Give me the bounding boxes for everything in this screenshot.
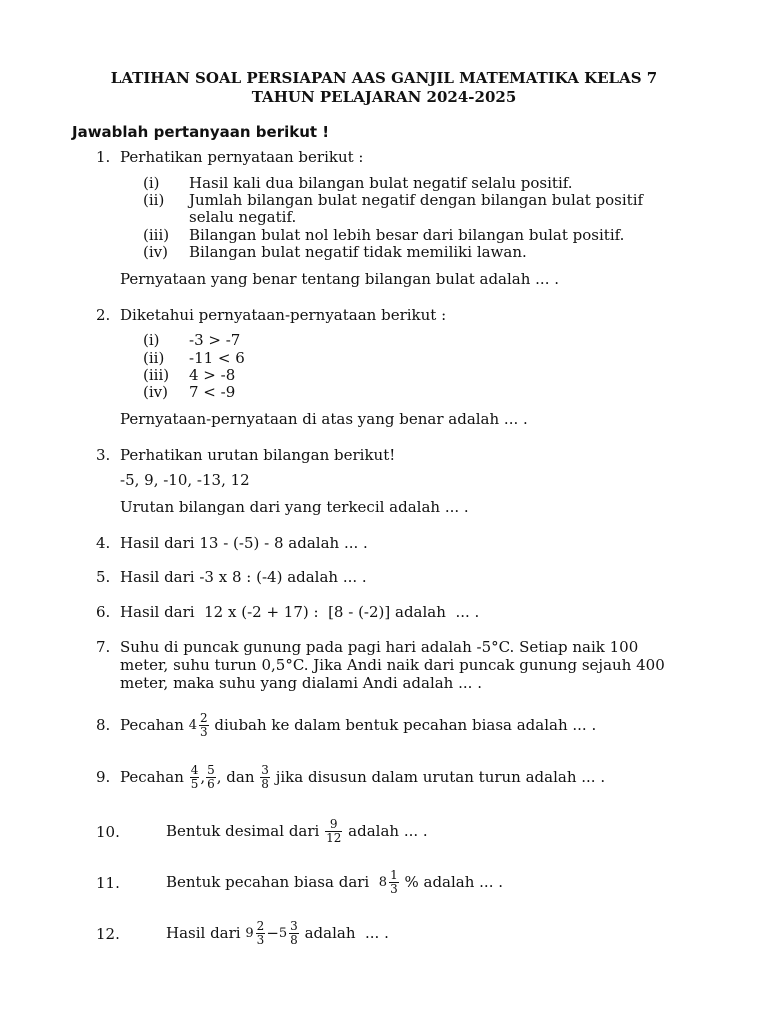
q1-number: 1.	[96, 148, 111, 166]
fraction	[325, 818, 342, 845]
fraction-denominator: 6	[207, 776, 215, 791]
q11-number: 11.	[96, 874, 120, 892]
mixed-fraction	[189, 712, 210, 739]
q10-post: adalah ... .	[348, 822, 428, 840]
q4-number: 4.	[96, 534, 111, 552]
fraction-whole: 4	[188, 717, 197, 733]
fraction-numerator: 2	[199, 710, 208, 725]
fraction	[256, 920, 266, 947]
fraction	[389, 869, 399, 896]
q10-pre: Bentuk desimal dari	[166, 822, 320, 840]
fraction-numerator: 3	[261, 762, 269, 777]
q2-stem: Diketahui pernyataan-pernyataan berikut :	[120, 306, 447, 324]
fraction-denominator: 3	[199, 724, 208, 739]
q2-item-label: (i)	[143, 331, 160, 349]
q1-question: Pernyataan yang benar tentang bilangan bulat adalah ... .	[120, 270, 559, 288]
q1-item-label: (iv)	[143, 243, 168, 261]
minus-operator: −	[266, 924, 279, 942]
q9-number: 9.	[96, 768, 111, 786]
q8-number: 8.	[96, 716, 111, 734]
q12-number: 12.	[96, 925, 120, 943]
fraction-numerator: 3	[290, 918, 298, 933]
q2-item-text: -3 > -7	[189, 331, 241, 349]
fraction-whole: 9	[245, 925, 254, 941]
q2-item-label: (iv)	[143, 383, 168, 401]
q10-number: 10.	[96, 823, 120, 841]
q7-line: Suhu di puncak gunung pada pagi hari adalah -5°C. Setiap naik 100	[120, 638, 639, 656]
q7-number: 7.	[96, 638, 111, 656]
q8-pre: Pecahan	[120, 716, 184, 734]
q1-item-label: (ii)	[143, 191, 165, 209]
mixed-fraction	[279, 920, 300, 947]
q1-item-text: Bilangan bulat negatif tidak memiliki lawan.	[189, 243, 527, 261]
q5-number: 5.	[96, 568, 111, 586]
fraction-numerator: 5	[207, 762, 215, 777]
q6-number: 6.	[96, 603, 111, 621]
title-line-2: TAHUN PELAJARAN 2024-2025	[251, 88, 517, 106]
fraction	[206, 764, 216, 791]
q9-separator: ,	[200, 768, 206, 786]
q11-post: % adalah ... .	[404, 873, 504, 891]
q11-pre: Bentuk pecahan biasa dari	[166, 873, 370, 891]
fraction	[190, 764, 200, 791]
q4-text: Hasil dari 13 - (-5) - 8 adalah ... .	[120, 534, 368, 552]
q7-line: meter, maka suhu yang dialami Andi adalah ... .	[120, 674, 482, 692]
fraction-denominator: 5	[190, 776, 199, 791]
fraction-denominator: 3	[390, 881, 398, 896]
q9-post: jika disusun dalam urutan turun adalah ... .	[275, 768, 606, 786]
fraction-numerator: 9	[329, 816, 338, 831]
q2-item-label: (iii)	[143, 366, 170, 384]
q2-item-text: -11 < 6	[189, 349, 245, 367]
q1-item-text: Hasil kali dua bilangan bulat negatif selalu positif.	[189, 174, 573, 192]
fraction-denominator: 8	[290, 932, 298, 947]
q1-item-text: Jumlah bilangan bulat negatif dengan bilangan bulat positif	[189, 191, 644, 209]
mixed-fraction	[379, 869, 400, 896]
q10-text	[166, 813, 428, 849]
q3-sequence: -5, 9, -10, -13, 12	[120, 471, 250, 489]
fraction	[289, 920, 299, 947]
fraction-denominator: 3	[256, 932, 265, 947]
q2-item-text: 7 < -9	[189, 383, 236, 401]
title-line-1: LATIHAN SOAL PERSIAPAN AAS GANJIL MATEMATIKA KELAS 7	[110, 69, 658, 87]
q2-number: 2.	[96, 306, 111, 324]
q3-stem: Perhatikan urutan bilangan berikut!	[120, 446, 396, 464]
fraction-denominator: 12	[326, 830, 342, 845]
instruction: Jawablah pertanyaan berikut !	[72, 123, 330, 141]
q3-question: Urutan bilangan dari yang terkecil adalah ... .	[120, 498, 469, 516]
fraction-numerator: 1	[390, 867, 398, 882]
fraction	[260, 764, 270, 791]
q2-item-label: (ii)	[143, 349, 165, 367]
fraction-whole: 5	[278, 925, 288, 941]
q1-item-text: Bilangan bulat nol lebih besar dari bilangan bulat positif.	[189, 226, 625, 244]
fraction-numerator: 4	[190, 762, 199, 777]
fraction	[199, 712, 209, 739]
q5-text: Hasil dari -3 x 8 : (-4) adalah ... .	[120, 568, 367, 586]
q9-pre: Pecahan	[120, 768, 184, 786]
q9-separator: , dan	[216, 768, 255, 786]
q6-text: Hasil dari 12 x (-2 + 17) : [8 - (-2)] adalah ... .	[120, 603, 480, 621]
fraction-denominator: 8	[261, 776, 269, 791]
q1-item-text: selalu negatif.	[189, 208, 297, 226]
q8-text	[120, 707, 596, 743]
q11-text	[166, 864, 503, 900]
mixed-fraction	[245, 920, 266, 947]
q3-number: 3.	[96, 446, 111, 464]
fraction-numerator: 2	[256, 918, 265, 933]
q9-text	[120, 759, 605, 795]
q1-item-label: (iii)	[143, 226, 170, 244]
q12-post: adalah ... .	[304, 924, 389, 942]
q12-pre: Hasil dari	[166, 924, 241, 942]
q1-item-label: (i)	[143, 174, 160, 192]
q8-post: diubah ke dalam bentuk pecahan biasa adalah ... .	[214, 716, 597, 734]
q12-text	[166, 915, 389, 951]
fraction-whole: 8	[378, 874, 388, 890]
q2-question: Pernyataan-pernyataan di atas yang benar adalah ... .	[120, 410, 528, 428]
q7-line: meter, suhu turun 0,5°C. Jika Andi naik dari puncak gunung sejauh 400	[120, 656, 665, 674]
q2-item-text: 4 > -8	[189, 366, 236, 384]
q1-stem: Perhatikan pernyataan berikut :	[120, 148, 364, 166]
